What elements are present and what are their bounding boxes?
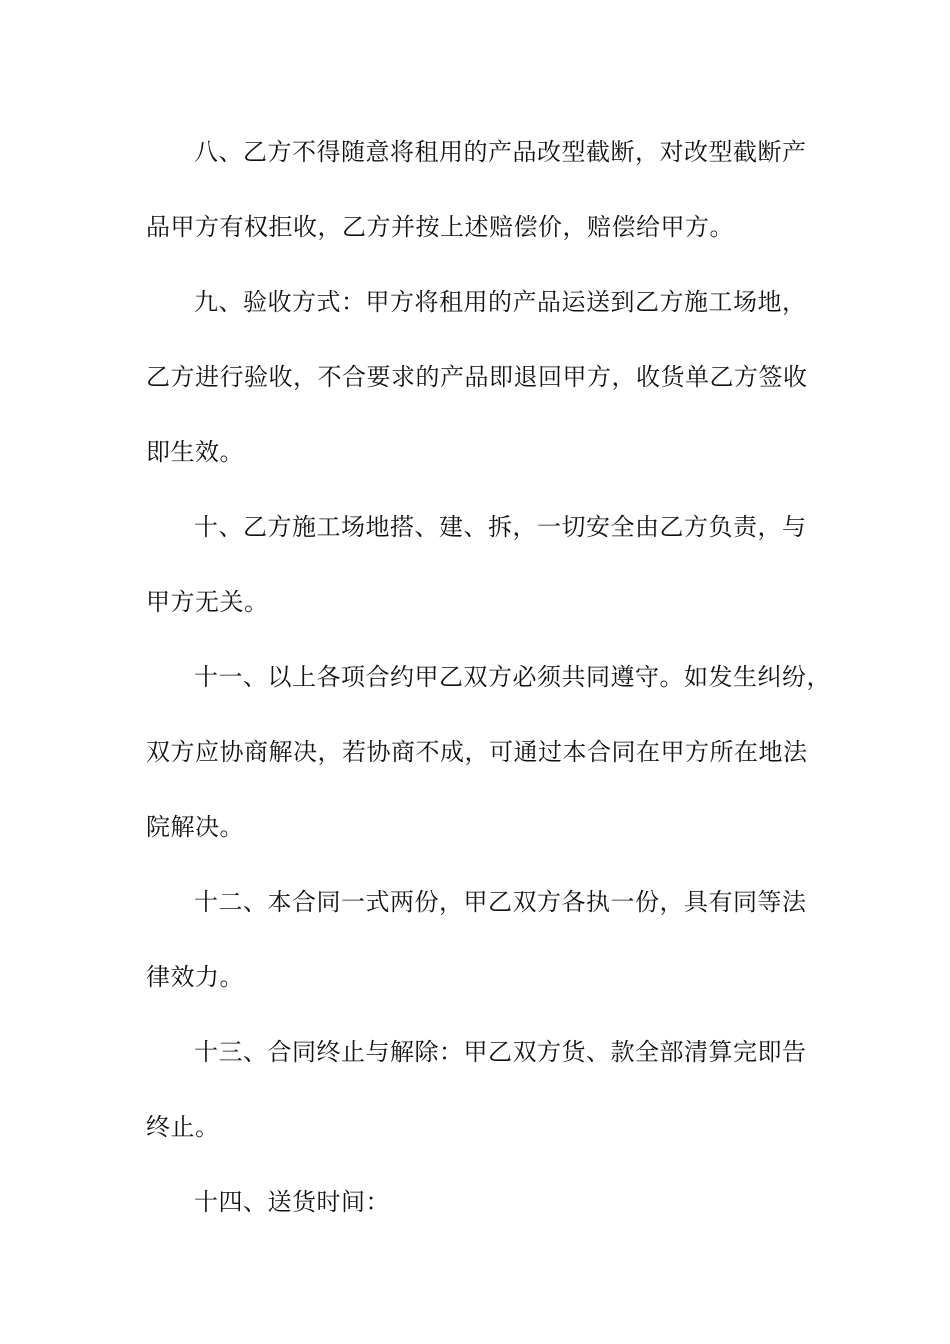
clause-13-line-1: 十三、合同终止与解除：甲乙双方货、款全部清算完即告 [194, 1038, 807, 1066]
clause-9-line-2: 乙方进行验收，不合要求的产品即退回甲方，收货单乙方签收 [146, 363, 808, 391]
clause-9-line-3: 即生效。 [146, 438, 244, 466]
clause-11-line-3: 院解决。 [146, 813, 244, 841]
clause-11-line-1: 十一、以上各项合约甲乙双方必须共同遵守。如发生纠纷， [194, 663, 831, 691]
clause-12-line-2: 律效力。 [146, 963, 244, 991]
clause-11-line-2: 双方应协商解决，若协商不成，可通过本合同在甲方所在地法 [146, 738, 808, 766]
clause-12-line-1: 十二、本合同一式两份，甲乙双方各执一份，具有同等法 [194, 888, 807, 916]
clause-9-line-1: 九、验收方式：甲方将租用的产品运送到乙方施工场地， [194, 288, 807, 316]
clause-14-line-1: 十四、送货时间： [194, 1188, 390, 1216]
clause-10-line-1: 十、乙方施工场地搭、建、拆，一切安全由乙方负责，与 [194, 513, 807, 541]
clause-13-line-2: 终止。 [146, 1113, 220, 1141]
clause-10-line-2: 甲方无关。 [146, 588, 269, 616]
clause-8-line-2: 品甲方有权拒收，乙方并按上述赔偿价，赔偿给甲方。 [146, 213, 734, 241]
clause-8-line-1: 八、乙方不得随意将租用的产品改型截断，对改型截断产 [194, 138, 807, 166]
